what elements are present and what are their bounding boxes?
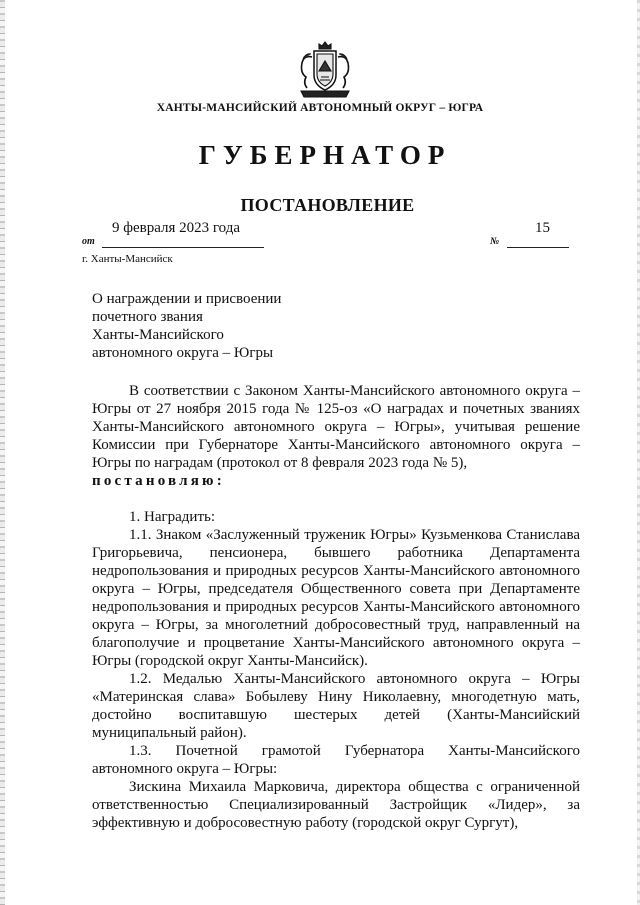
item-1: 1. Наградить: [129, 509, 216, 525]
item-1-2: 1.2. Медалью Ханты-Мансийского автономного округа – Югры «Материнская слава» Бобылеву Нину Николаевну, многодетную мать, достойно воспитавшую шестерых детей (Ханты-Мансийский муниципальный район). [92, 671, 580, 741]
number-underline [507, 247, 569, 248]
preamble-paragraph: В соответствии с Законом Ханты-Мансийского автономного округа – Югры от 27 ноября 2015 года № 125-оз «О наградах и почетных званиях Ханты-Мансийского автономного округа – Югры», учитывая решение Комиссии при Губернаторе Ханты-Мансийского автономного округа – Югры по наградам (протокол от 8 февраля 2023 года № 5), [92, 383, 580, 471]
document-subject [92, 290, 281, 362]
document-type: ПОСТАНОВЛЕНИЕ [240, 195, 415, 215]
scan-left-edge [0, 0, 5, 905]
authority-title: ГУБЕРНАТОР [198, 140, 452, 170]
date-underline [102, 247, 264, 248]
date-label: от [82, 236, 95, 247]
subject-line: автономного округа – Югры [92, 345, 274, 361]
document-body [92, 382, 580, 832]
number-label: № [490, 236, 500, 247]
item-1-3-recipient: Зискина Михаила Марковича, директора общества с ограниченной ответственностью Специализированный Застройщик «Лидер», за эффективную и добросовестную работу (городской округ Сургут), [92, 779, 580, 831]
region-name: ХАНТЫ-МАНСИЙСКИЙ АВТОНОМНЫЙ ОКРУГ – ЮГРА [156, 102, 484, 114]
subject-line: О награждении и присвоении [92, 291, 282, 307]
item-1-1: 1.1. Знаком «Заслуженный труженик Югры» Кузьменкова Станислава Григорьевича, пенсионера, бывшего работника Департамента недропользования и природных ресурсов Ханты-Мансийского автономного округа – Югры, председателя Общественного совета при Департаменте недропользования и природных ресурсов Ханты-Мансийского автономного округа – Югры, за многолетний добросовестный труд, направленный на благополучие и процветание Ханты-Мансийского автономного округа – Югры (городской округ Ханты-Мансийск). [92, 527, 580, 669]
coat-of-arms-emblem [297, 41, 353, 99]
resolve-word: постановляю: [92, 473, 225, 489]
issue-city: г. Ханты-Мансийск [82, 253, 173, 265]
document-date: 9 февраля 2023 года [112, 220, 241, 236]
subject-line: Ханты-Мансийского [92, 327, 224, 343]
subject-line: почетного звания [92, 309, 203, 325]
item-1-3: 1.3. Почетной грамотой Губернатора Ханты-Мансийского автономного округа – Югры: [92, 743, 580, 777]
document-number: 15 [535, 220, 550, 236]
